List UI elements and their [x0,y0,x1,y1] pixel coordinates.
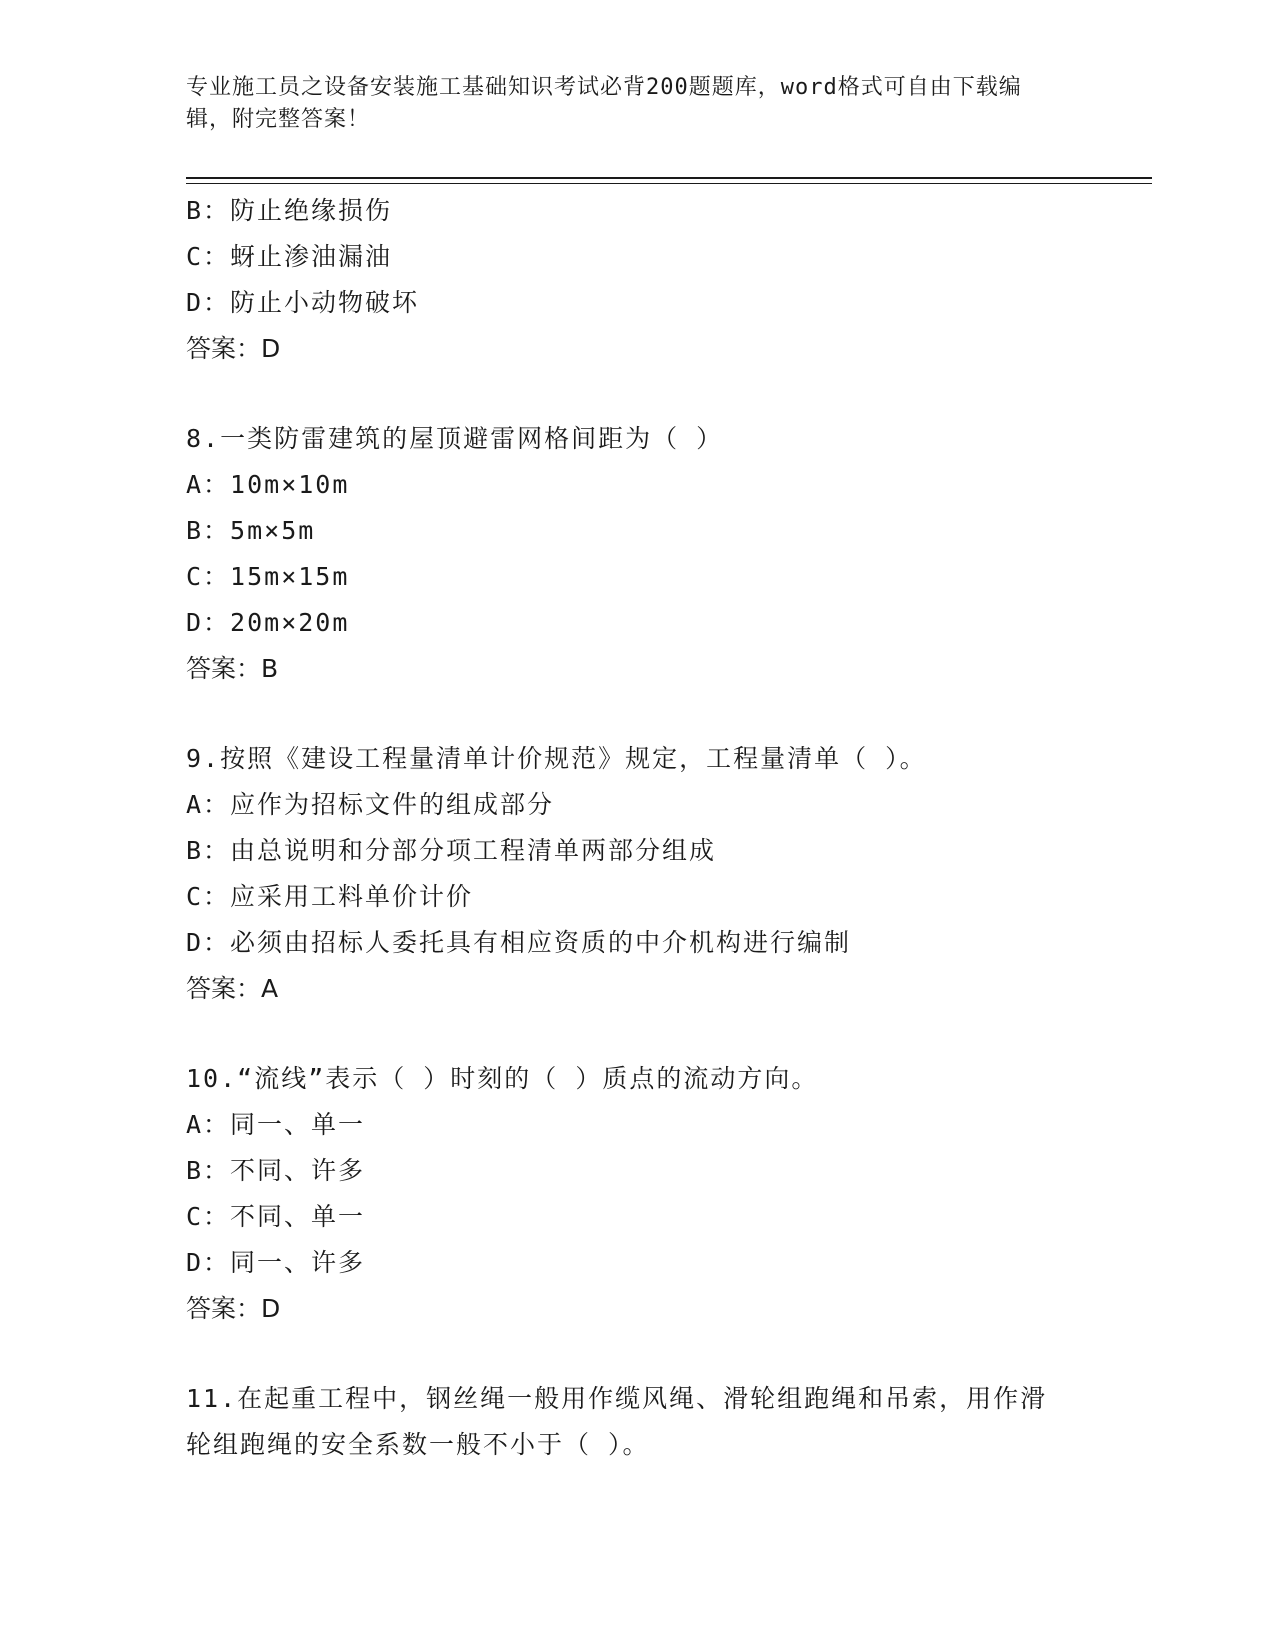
question-block-9 [186,736,1086,1012]
header-title: 专业施工员之设备安装施工基础知识考试必背200题题库，word格式可自由下载编辑，附完整答案！ [186,75,1022,132]
question-text: 11.在起重工程中，钢丝绳一般用作缆风绳、滑轮组跑绳和吊索，用作滑轮组跑绳的安全系数一般不小于（ ）。 [186,1384,1048,1459]
question-text: 10.“流线”表示（ ）时刻的（ ）质点的流动方向。 [186,1064,819,1093]
question-text: 9.按照《建设工程量清单计价规范》规定，工程量清单（ ）。 [186,744,927,773]
answer-line: 答案：D [186,334,281,363]
question-list [186,188,1086,1468]
question-block-8 [186,416,1086,692]
question-block-11 [186,1376,1086,1468]
answer-line: 答案：A [186,974,279,1003]
option-d: D：同一、许多 [186,1248,366,1277]
option-a: A：同一、单一 [186,1110,366,1139]
option-b: B：5m×5m [186,516,316,545]
answer-line: 答案：D [186,1294,281,1323]
option-a: A：应作为招标文件的组成部分 [186,790,555,819]
header-divider-thick [186,177,1152,179]
document-header [186,72,1066,136]
option-b: B：由总说明和分部分项工程清单两部分组成 [186,836,717,865]
question-text: 8.一类防雷建筑的屋顶避雷网格间距为（ ） [186,424,724,453]
option-b: B：不同、许多 [186,1156,366,1185]
option-c: C：蚜止渗油漏油 [186,242,393,271]
question-block-continued [186,188,1086,372]
option-c: C：应采用工料单价计价 [186,882,474,911]
question-block-10 [186,1056,1086,1332]
option-a: A：10m×10m [186,470,350,499]
header-divider-thin [186,183,1152,184]
option-d: D：防止小动物破坏 [186,288,420,317]
answer-line: 答案：B [186,654,279,683]
option-c: C：15m×15m [186,562,350,591]
option-d: D：必须由招标人委托具有相应资质的中介机构进行编制 [186,928,852,957]
option-b: B：防止绝缘损伤 [186,196,393,225]
option-c: C：不同、单一 [186,1202,366,1231]
option-d: D：20m×20m [186,608,350,637]
